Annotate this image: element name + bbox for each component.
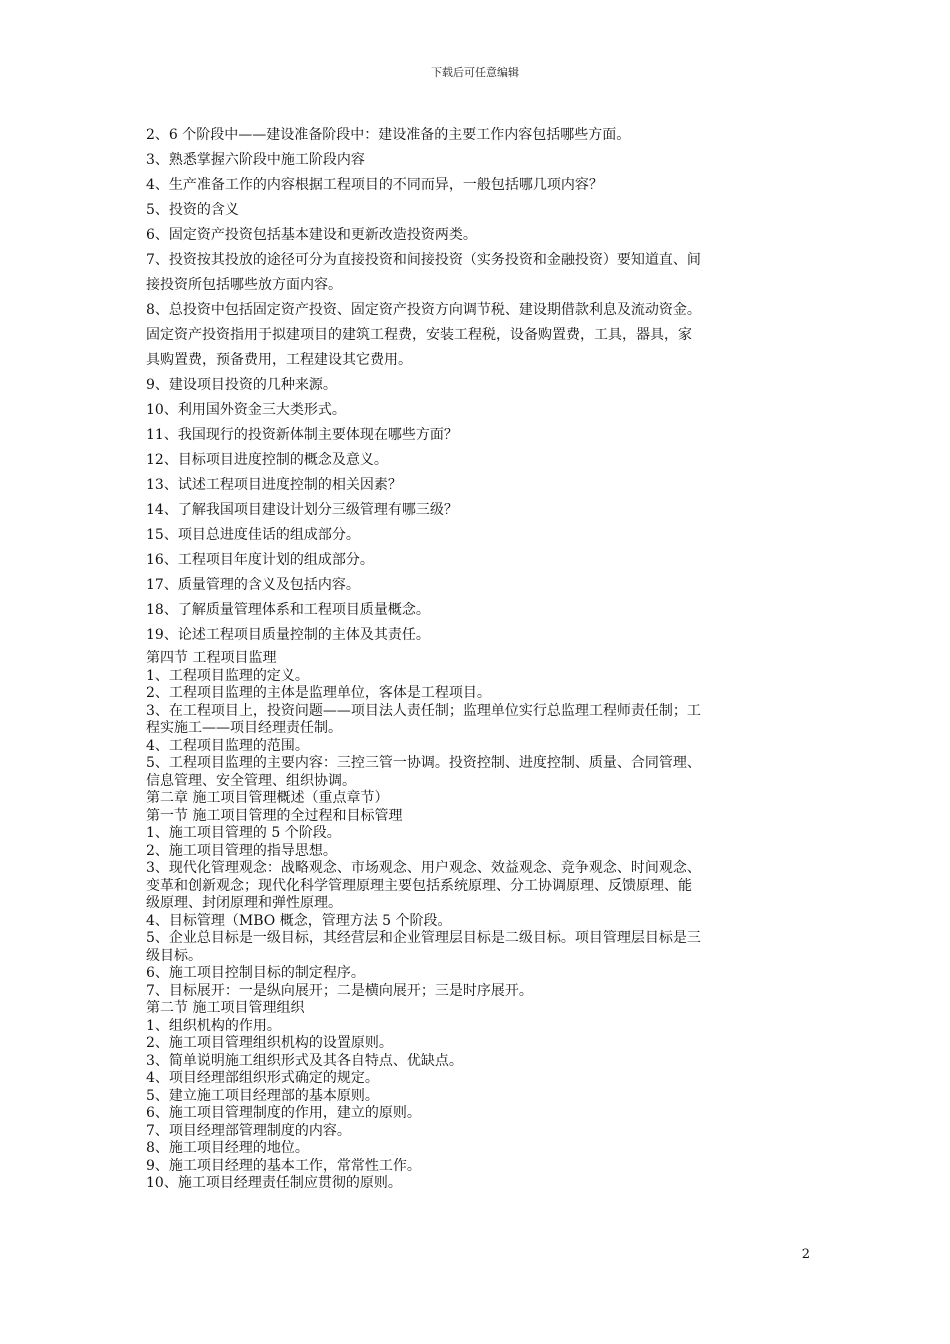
list-item: 6、施工项目控制目标的制定程序。 — [146, 965, 365, 981]
list-item: 4、目标管理（MBO 概念，管理方法 5 个阶段。 — [146, 912, 452, 929]
section-heading: 第一节 施工项目管理的全过程和目标管理 — [146, 807, 403, 824]
list-item: 4、项目经理部组织形式确定的规定。 — [146, 1070, 379, 1086]
section-heading: 第二节 施工项目管理组织 — [146, 1000, 305, 1016]
list-item: 6、施工项目管理制度的作用，建立的原则。 — [146, 1105, 421, 1121]
list-item: 5、建立施工项目经理部的基本原则。 — [146, 1087, 379, 1104]
list-item: 9、施工项目经理的基本工作，常常性工作。 — [146, 1157, 421, 1174]
list-item: 10、施工项目经理责任制应贯彻的原则。 — [146, 1175, 402, 1191]
list-item-continuation: 信息管理、安全管理、组织协调。 — [146, 772, 356, 789]
list-item: 5、企业总目标是一级目标，其经营层和企业管理层目标是二级目标。项目管理层目标是三 — [146, 930, 701, 946]
list-item: 2、施工项目管理组织机构的设置原则。 — [146, 1035, 393, 1051]
list-item: 10、利用国外资金三大类形式。 — [146, 402, 346, 418]
list-item: 19、论述工程项目质量控制的主体及其责任。 — [146, 627, 430, 643]
list-item: 3、现代化管理观念：战略观念、市场观念、用户观念、效益观念、竞争观念、时间观念、 — [146, 860, 701, 876]
list-item: 1、组织机构的作用。 — [146, 1017, 281, 1034]
list-item: 15、项目总进度佳话的组成部分。 — [146, 527, 360, 543]
list-item: 13、试述工程项目进度控制的相关因素？ — [146, 477, 402, 493]
list-item-continuation: 级目标。 — [146, 947, 202, 964]
question-list-lower — [146, 650, 810, 1193]
list-item: 3、熟悉掌握六阶段中施工阶段内容 — [146, 152, 365, 168]
list-item: 11、我国现行的投资新体制主要体现在哪些方面？ — [146, 427, 458, 443]
list-item: 2、施工项目管理的指导思想。 — [146, 842, 337, 859]
chapter-heading: 第二章 施工项目管理概述（重点章节） — [146, 790, 389, 806]
list-item: 5、投资的含义 — [146, 202, 239, 218]
list-item: 18、了解质量管理体系和工程项目质量概念。 — [146, 602, 430, 618]
list-item: 7、目标展开：一是纵向展开；二是横向展开；三是时序展开。 — [146, 982, 533, 999]
list-item: 8、施工项目经理的地位。 — [146, 1140, 309, 1156]
list-item: 3、在工程项目上，投资问题——项目法人责任制；监理单位实行总监理工程师责任制；工 — [146, 702, 701, 719]
page-header: 下载后可任意编辑 — [431, 66, 519, 79]
question-list-upper — [146, 123, 810, 648]
list-item-continuation: 具购置费，预备费用，工程建设其它费用。 — [146, 352, 412, 368]
list-item: 1、施工项目管理的 5 个阶段。 — [146, 825, 341, 841]
list-item: 4、工程项目监理的范围。 — [146, 737, 309, 754]
list-item-continuation: 固定资产投资指用于拟建项目的建筑工程费，安装工程税，设备购置费，工具，器具，家 — [146, 327, 692, 343]
list-item: 8、总投资中包括固定资产投资、固定资产投资方向调节税、建设期借款利息及流动资金。 — [146, 302, 701, 318]
list-item: 2、工程项目监理的主体是监理单位，客体是工程项目。 — [146, 685, 491, 701]
list-item: 9、建设项目投资的几种来源。 — [146, 377, 337, 393]
list-item-continuation: 接投资所包括哪些放方面内容。 — [146, 277, 342, 293]
list-item-continuation: 程实施工——项目经理责任制。 — [146, 720, 342, 736]
page-number: 2 — [801, 1247, 810, 1262]
list-item: 17、质量管理的含义及包括内容。 — [146, 577, 360, 593]
section-heading: 第四节 工程项目监理 — [146, 650, 277, 666]
list-item: 16、工程项目年度计划的组成部分。 — [146, 552, 374, 568]
list-item-continuation: 变革和创新观念；现代化科学管理原理主要包括系统原理、分工协调原理、反馈原理、能 — [146, 877, 692, 894]
list-item: 2、6 个阶段中——建设准备阶段中：建设准备的主要工作内容包括哪些方面。 — [146, 127, 631, 143]
list-item: 14、了解我国项目建设计划分三级管理有哪三级？ — [146, 502, 458, 518]
list-item: 3、简单说明施工组织形式及其各自特点、优缺点。 — [146, 1052, 463, 1069]
list-item: 6、固定资产投资包括基本建设和更新改造投资两类。 — [146, 227, 477, 243]
list-item: 5、工程项目监理的主要内容：三控三管一协调。投资控制、进度控制、质量、合同管理、 — [146, 755, 701, 771]
list-item-continuation: 级原理、封闭原理和弹性原理。 — [146, 895, 342, 911]
list-item: 12、目标项目进度控制的概念及意义。 — [146, 452, 388, 468]
list-item: 1、工程项目监理的定义。 — [146, 667, 309, 684]
list-item: 7、项目经理部管理制度的内容。 — [146, 1122, 351, 1139]
list-item: 4、生产准备工作的内容根据工程项目的不同而异，一般包括哪几项内容？ — [146, 177, 603, 193]
list-item: 7、投资按其投放的途径可分为直接投资和间接投资（实务投资和金融投资）要知道直、间 — [146, 252, 701, 268]
